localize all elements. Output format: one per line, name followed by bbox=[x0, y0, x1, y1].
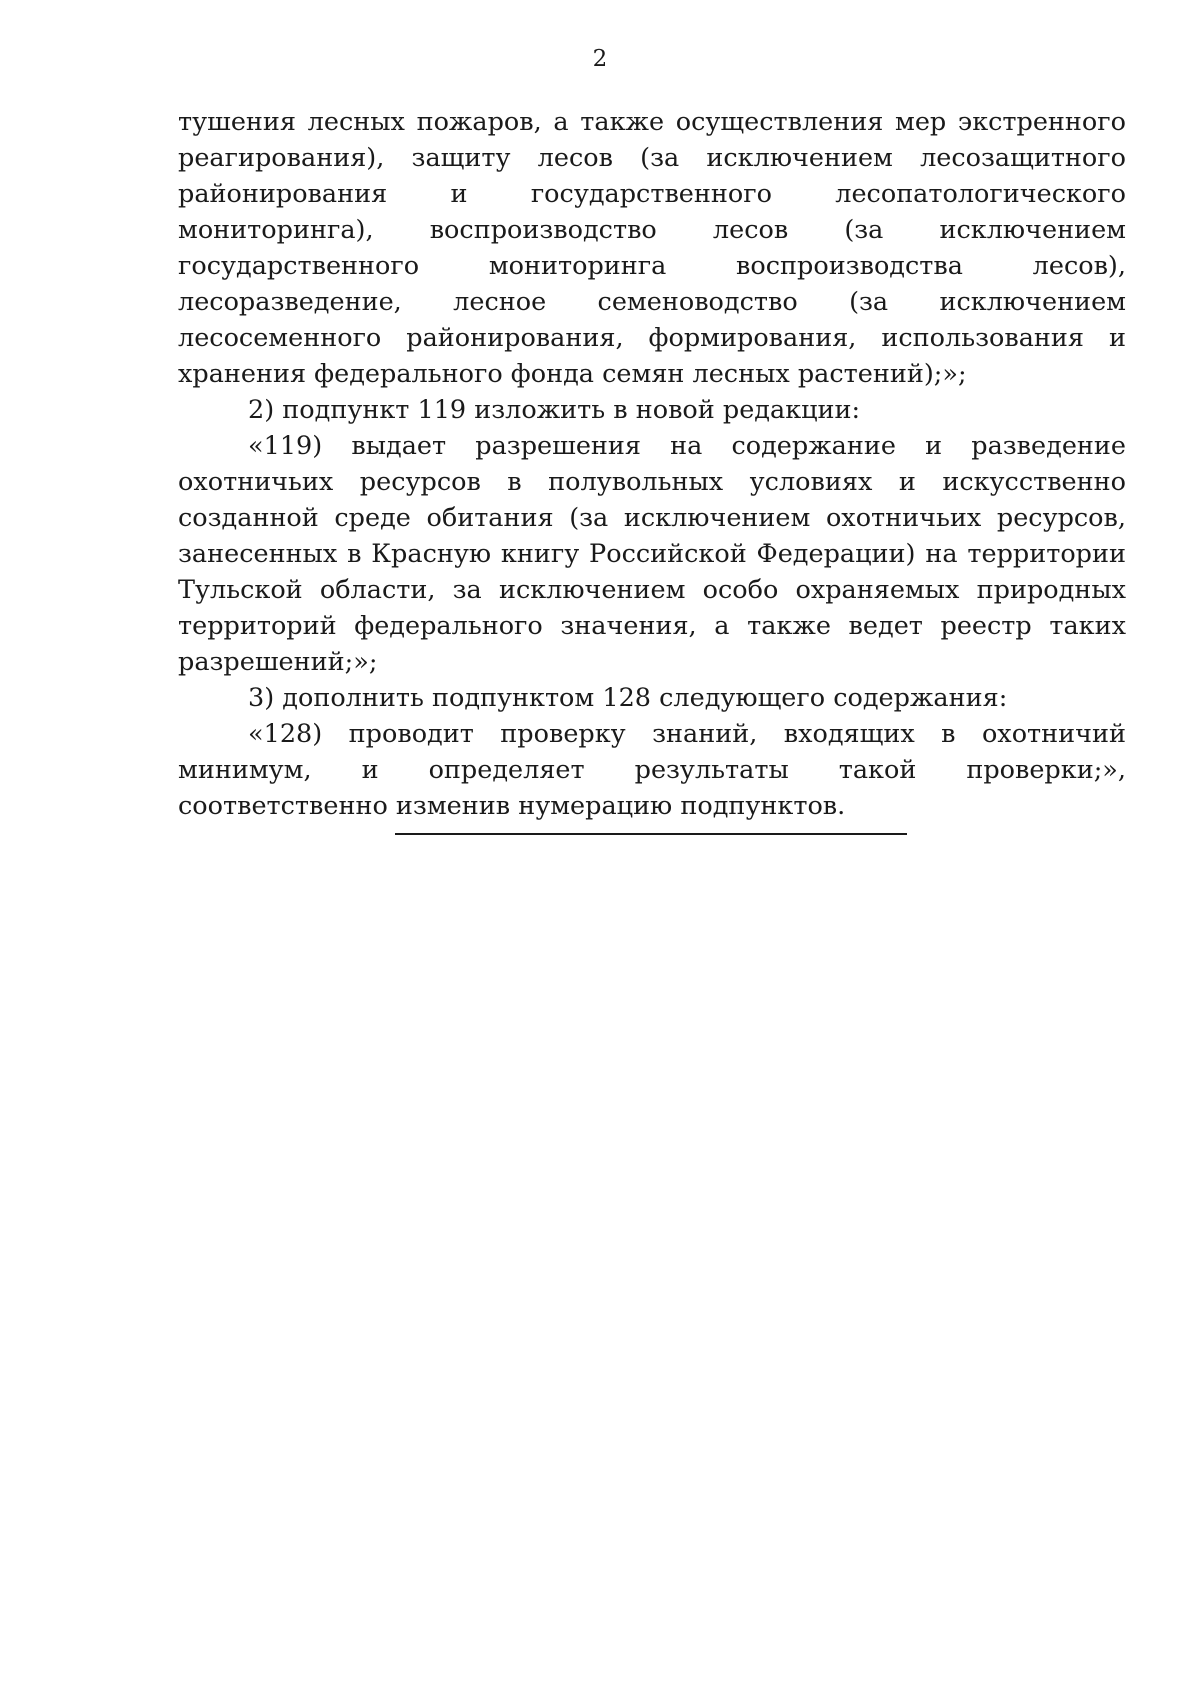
paragraph-subitem-119: «119) выдает разрешения на содержание и разведение охотничьих ресурсов в полувольных условиях и искусственно созданной среде обитания (за исключением охотничьих ресурсов, занесенных в Красную книгу Российской Федерации) на территории Тульской области, за исключением особо охраняемых природных территорий федерального значения, а также ведет реестр таких разрешений;»; bbox=[178, 431, 1126, 677]
paragraph-item-2: 2) подпункт 119 изложить в новой редакции: bbox=[248, 395, 861, 425]
document-body bbox=[178, 104, 1126, 824]
paragraph-continuation: тушения лесных пожаров, а также осуществления мер экстренного реагирования), защиту лесов (за исключением лесозащитного районирования и государственного лесопатологического мониторинга), воспроизводство лесов (за исключением государственного мониторинга воспроизводства лесов), лесоразведение, лесное семеноводство (за исключением лесосеменного районирования, формирования, использования и хранения федерального фонда семян лесных растений);»; bbox=[178, 107, 1126, 389]
end-of-document-rule bbox=[395, 833, 907, 835]
paragraph-subitem-128: «128) проводит проверку знаний, входящих в охотничий минимум, и определяет результаты такой проверки;», соответственно изменив нумерацию подпунктов. bbox=[178, 719, 1126, 821]
paragraph-item-3: 3) дополнить подпунктом 128 следующего содержания: bbox=[248, 683, 1008, 713]
page-number: 2 bbox=[592, 46, 608, 72]
